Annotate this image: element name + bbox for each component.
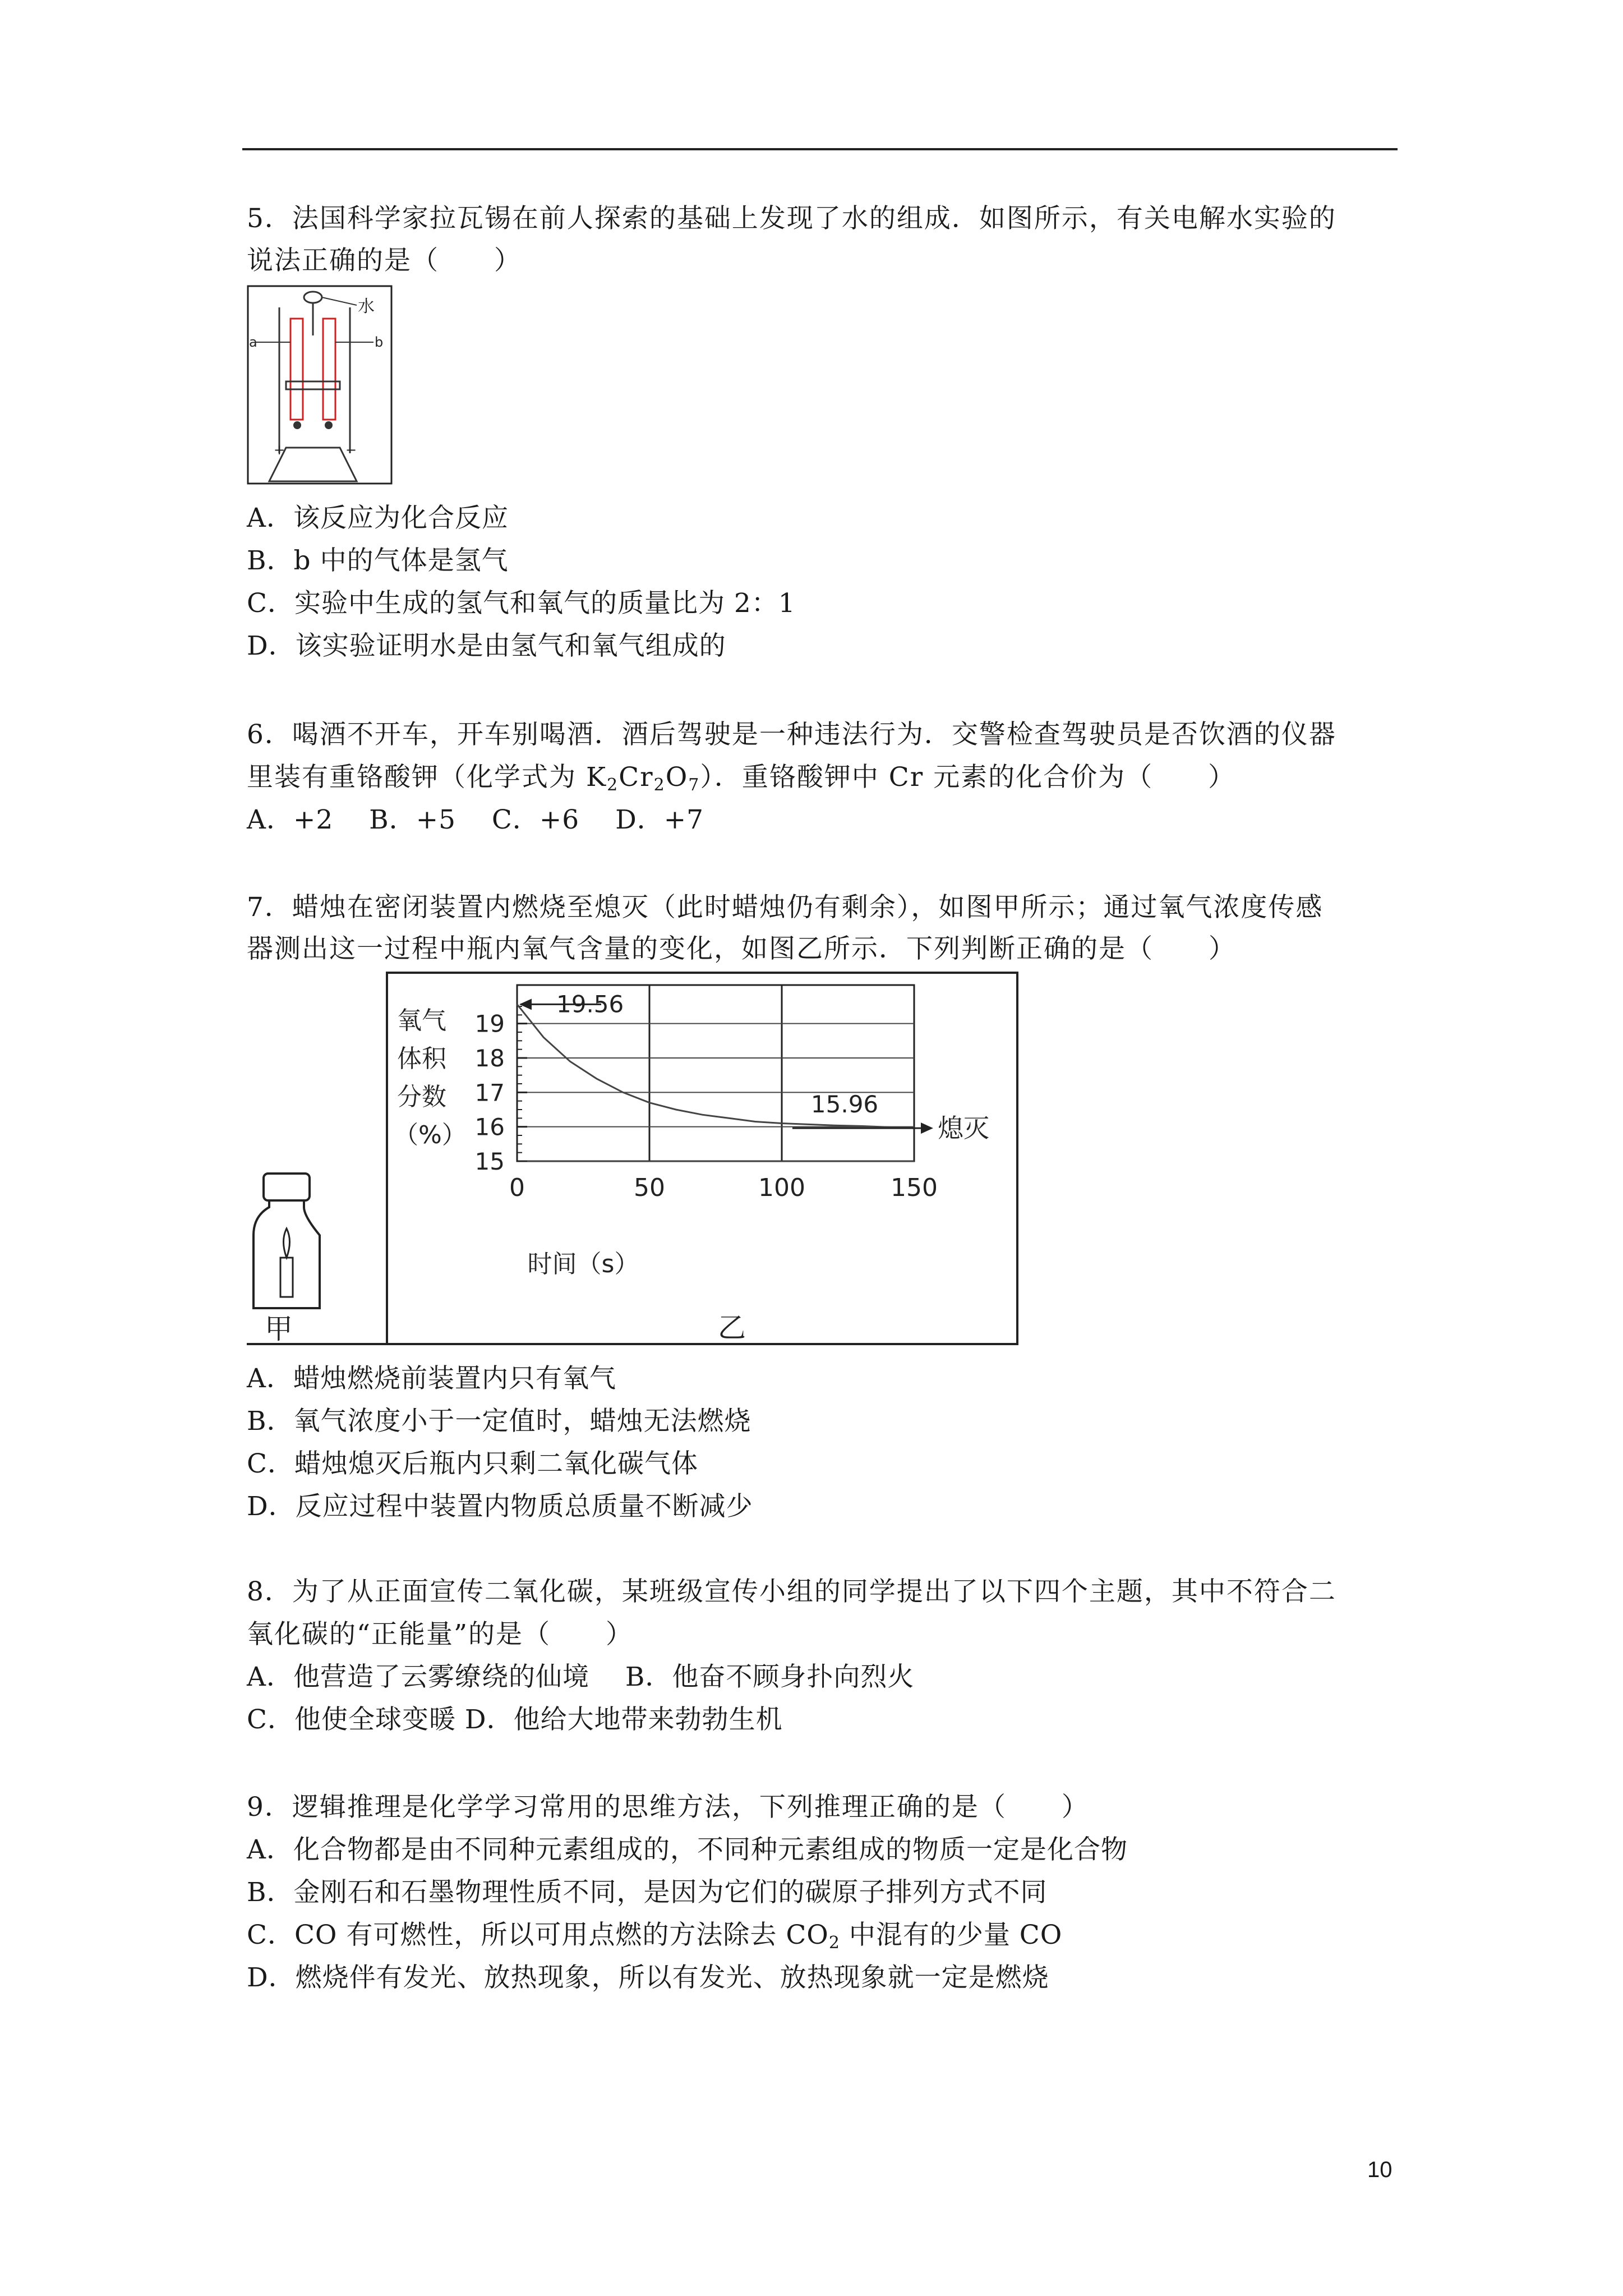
q6-subscript-cr: 2	[653, 775, 666, 795]
tube-a-label: a	[249, 334, 257, 350]
q5-stem-line-2: 说法正确的是（ ）	[247, 245, 522, 276]
q7-option-d: D．反应过程中装置内物质总质量不断减少	[247, 1491, 753, 1522]
chart-ylabel-line-4: （%）	[394, 1121, 467, 1149]
q6-stem-text-d: ）．重铬酸钾中 Cr 元素的化合价为（ ）	[700, 762, 1236, 793]
q6-subscript-o: 7	[688, 775, 700, 795]
chart-y-tick-label: 15	[474, 1148, 505, 1175]
q7-stem-line-1: 7．蜡烛在密闭装置内燃烧至熄灭（此时蜡烛仍有剩余），如图甲所示；通过氧气浓度传感	[247, 892, 1324, 923]
candle-bottle	[253, 1174, 320, 1308]
q7-option-a: A．蜡烛燃烧前装置内只有氧气	[247, 1363, 616, 1394]
q6-options: A．+2 B．+5 C．+6 D．+7	[247, 804, 704, 835]
candle-oxygen-figure	[247, 972, 1021, 1347]
chart-y-tick-label: 17	[474, 1079, 505, 1107]
chart-x-tick-label: 0	[509, 1174, 525, 1202]
figure-label-jia: 甲	[265, 1313, 293, 1345]
q9-option-c	[247, 1920, 1062, 1959]
header-rule	[242, 148, 1398, 150]
q9-option-b: B．金刚石和石墨物理性质不同，是因为它们的碳原子排列方式不同	[247, 1877, 1048, 1908]
q9-stem: 9．逻辑推理是化学学习常用的思维方法，下列推理正确的是（ ）	[247, 1792, 1089, 1823]
q5-option-a: A．该反应为化合反应	[247, 503, 509, 533]
q9-option-c-text-2: 中混有的少量 CO	[840, 1920, 1063, 1950]
q6-stem-line-1: 6．喝酒不开车，开车别喝酒．酒后驾驶是一种违法行为．交警检查驾驶员是否饮酒的仪器	[247, 719, 1336, 750]
figure-label-yi: 乙	[718, 1312, 746, 1344]
chart-plot-area	[475, 985, 989, 1202]
water-label: 水	[358, 297, 375, 316]
q8-options-line-2: C．他使全球变暖 D．他给大地带来勃勃生机	[247, 1704, 783, 1735]
q6-stem-text-b: Cr	[619, 762, 654, 793]
chart-xlabel: 时间（s）	[527, 1250, 639, 1278]
q7-option-c: C．蜡烛熄灭后瓶内只剩二氧化碳气体	[247, 1448, 698, 1479]
q9-option-a: A．化合物都是由不同种元素组成的，不同种元素组成的物质一定是化合物	[247, 1834, 1128, 1865]
q6-subscript-k: 2	[607, 775, 619, 795]
chart-ylabel-line-3: 分数	[397, 1083, 446, 1111]
chart-x-tick-label: 50	[634, 1174, 665, 1202]
q6-stem-text-a: 里装有重铬酸钾（化学式为 K	[247, 762, 607, 793]
chart-y-tick-label: 16	[474, 1113, 505, 1141]
chart-y-tick-label: 18	[474, 1045, 505, 1072]
q6-stem-text-c: O	[665, 762, 689, 793]
chart-y-tick-label: 19	[474, 1010, 505, 1038]
chart-ylabel-line-2: 体积	[397, 1045, 446, 1073]
chart-annotation-end-value: 15.96	[810, 1091, 879, 1119]
q8-stem-line-1: 8．为了从正面宣传二氧化碳，某班级宣传小组的同学提出了以下四个主题，其中不符合二	[247, 1576, 1336, 1607]
chart-annotation-extinguished: 熄灭	[938, 1113, 989, 1144]
minus-sign: −	[345, 442, 357, 458]
chart-x-tick-label: 150	[891, 1174, 938, 1202]
q5-stem-line-1: 5．法国科学家拉瓦锡在前人探索的基础上发现了水的组成．如图所示，有关电解水实验的	[247, 203, 1336, 234]
tube-b-label: b	[375, 334, 384, 350]
plus-sign: +	[274, 442, 285, 458]
chart-ylabel-line-1: 氧气	[397, 1006, 446, 1035]
chart-annotation-start-value: 19.56	[556, 990, 624, 1018]
chart-x-tick-label: 100	[758, 1174, 805, 1202]
q8-stem-line-2: 氧化碳的“正能量”的是（ ）	[247, 1619, 634, 1650]
q7-option-b: B．氧气浓度小于一定值时，蜡烛无法燃烧	[247, 1406, 751, 1437]
q8-options-line-1: A．他营造了云雾缭绕的仙境 B．他奋不顾身扑向烈火	[247, 1662, 915, 1692]
electrolysis-apparatus-figure	[247, 285, 393, 485]
q5-option-d: D．该实验证明水是由氢气和氧气组成的	[247, 631, 726, 661]
q5-option-c: C．实验中生成的氢气和氧气的质量比为 2：1	[247, 588, 796, 619]
chart-annotation-arrowhead-end	[921, 1122, 933, 1134]
q5-option-b: B．b 中的气体是氢气	[247, 545, 509, 576]
q9-option-c-subscript: 2	[828, 1933, 840, 1953]
q6-stem-line-2	[247, 762, 1235, 801]
page-number: 10	[1367, 2157, 1393, 2182]
q7-stem-line-2: 器测出这一过程中瓶内氧气含量的变化，如图乙所示．下列判断正确的是（ ）	[247, 933, 1236, 964]
q9-option-d: D．燃烧伴有发光、放热现象，所以有发光、放热现象就一定是燃烧	[247, 1962, 1049, 1993]
q9-option-c-text-1: C．CO 有可燃性，所以可用点燃的方法除去 CO	[247, 1920, 829, 1950]
